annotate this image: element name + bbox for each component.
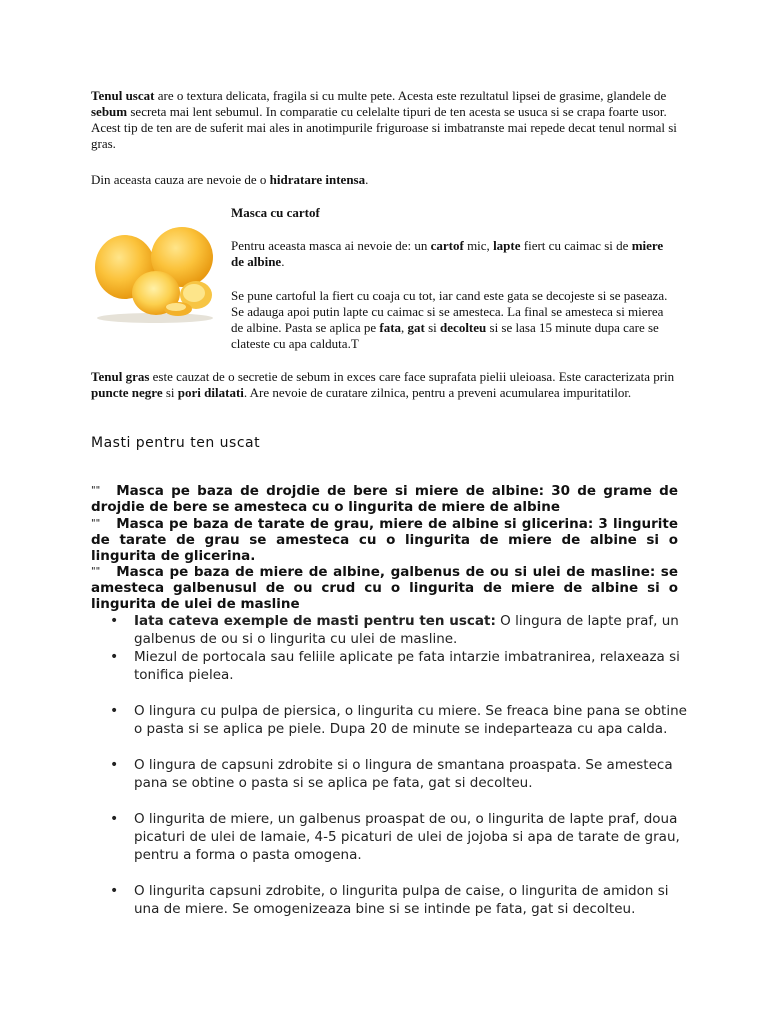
term-dry-skin: Tenul uscat (91, 88, 155, 103)
bold-paragraph: "" Masca pe baza de miere de albine, galbenus de ou si ulei de masline: se amesteca galbenusul de ou crud cu o lingurita de miere de albine si o lingurita de ulei de masline (91, 564, 678, 612)
oily-skin-paragraph: Tenul gras este cauzat de o secretie de sebum in exces care face suprafata pielii uleioasa. Este caracterizata prin puncte negre si pori dilatati. Are nevoie de curatare zilnica, pentru a preveni acumularea impuritatilor. (91, 369, 675, 400)
bullet-marker: "" (91, 518, 101, 529)
list-item: • Miezul de portocala sau feliile aplicate pe fata intarzie imbatranirea, relaxeaza si tonifica pielea. (108, 648, 688, 684)
bold-paragraph: "" Masca pe baza de drojdie de bere si miere de albine: 30 de grame de drojdie de bere se amesteca cu o lingurita de miere de albine (91, 483, 678, 515)
bold-paragraph: "" Masca pe baza de tarate de grau, miere de albine si glicerina: 3 lingurite de tarate de grau se amesteca cu o lingurita de miere de albine si o lingurita de glicerina. (91, 516, 678, 564)
term-potato: cartof (430, 238, 464, 253)
term-honey: miere de albine (231, 238, 664, 269)
list-item: • O lingura de capsuni zdrobite si o lingura de smantana proaspata. Se amesteca pana se obtine o pasta si se aplica pe fata, gat si decolteu. (108, 756, 688, 792)
list-item: • Iata cateva exemple de masti pentru ten uscat: O lingura de lapte praf, un galbenus de ou si o lingurita cu ulei de masline. (108, 612, 688, 648)
list-item: • O lingura cu pulpa de piersica, o lingurita cu miere. Se freaca bine pana se obtine o pasta si se aplica pe piele. Dupa 20 de minute se indeparteaza cu apa calda. (108, 702, 688, 738)
mask-instructions: Se pune cartoful la fiert cu coaja cu tot, iar cand este gata se decojeste si se paseaza. Se adauga apoi putin lapte cu caimac si se amesteca. La final se amesteca si mierea de albine. Pasta se aplica pe fata, gat si decolteu si se lasa 15 minute dupa care se clateste cu apa calduta.T (231, 288, 668, 351)
list-item: • O lingurita capsuni zdrobite, o lingurita pulpa de caise, o lingurita de amidon si una de miere. Se omogenizeaza bine si se intinde pe fata, gat si decolteu. (108, 882, 688, 918)
term-neck: gat (407, 320, 425, 335)
list-item: • O lingurita de miere, un galbenus proaspat de ou, o lingurita de lapte praf, doua picaturi de ulei de lamaie, 4-5 picaturi de ulei de jojoba si apa de tarate de grau, pentru a forma o pasta omogena. (108, 810, 688, 864)
term-sebum: sebum (91, 104, 128, 119)
mask-title: Masca cu cartof (231, 205, 320, 220)
term-milk: lapte (493, 238, 521, 253)
term-face: fata (379, 320, 402, 335)
term-blackheads: puncte negre (91, 385, 163, 400)
intro-paragraph-dry-skin: Tenul uscat are o textura delicata, fragila si cu multe pete. Acesta este rezultatul lipsei de grasime, glandele de sebum secreta mai lent sebumul. In comparatie cu celelalte tipuri de ten acesta se usuca si se crapa foarte usor. Acest tip de ten are de suferit mai ales in anotimpurile friguroase si imbatranste mai repede decat tenul normal si gras. (91, 88, 677, 151)
section-heading: Masti pentru ten uscat (91, 435, 261, 451)
bullet-marker: "" (91, 485, 101, 496)
mask-ingredients: Pentru aceasta masca ai nevoie de: un cartof mic, lapte fiert cu caimac si de miere de albine. (231, 238, 664, 269)
intro-paragraph-hydration: Din aceasta cauza are nevoie de o hidratare intensa. (91, 172, 369, 187)
bullet-marker: "" (91, 566, 101, 577)
term-dilated-pores: pori dilatati (177, 385, 244, 400)
term-oily-skin: Tenul gras (91, 369, 150, 384)
potato-image (90, 215, 220, 325)
term-hydration: hidratare intensa (269, 172, 366, 187)
term-decolletage: decolteu (440, 320, 487, 335)
mask-examples-list (108, 612, 688, 918)
